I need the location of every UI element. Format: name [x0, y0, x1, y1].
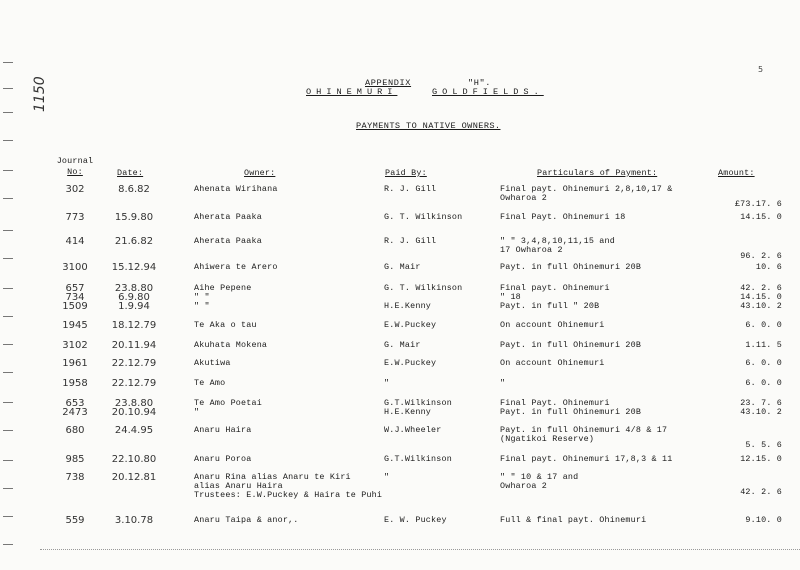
owner-cell: alias Anaru Haira [194, 481, 283, 492]
date-cell: 22.12.79 [111, 378, 157, 389]
owner-cell: Te Amo Poetai [194, 398, 262, 408]
owner-cell: Aherata Paaka [194, 236, 262, 246]
particulars-cell: Final payt. Ohinemuri 2,8,10,17 & [500, 184, 673, 194]
col-amount-header: Amount: [718, 168, 755, 178]
owner-cell: " " [194, 301, 210, 312]
date-cell: 22.12.79 [111, 358, 157, 369]
journal-cell: 657 [65, 283, 85, 294]
amount-cell: 9.10. 0 [745, 515, 782, 525]
paid-by-cell: W.J.Wheeler [384, 425, 442, 435]
date-cell: 1.9.94 [118, 301, 150, 313]
particulars-cell: Owharoa 2 [500, 193, 548, 204]
owner-cell: Anaru Poroa [194, 454, 252, 464]
journal-cell: 302 [65, 184, 85, 195]
amount-cell: 6. 0. 0 [745, 358, 782, 368]
paid-by-cell: H.E.Kenny [384, 301, 432, 312]
journal-cell: 773 [65, 212, 85, 223]
particulars-cell: Payt. in full Ohinemuri 4/8 & 17 [500, 425, 668, 435]
particulars-cell: Payt. in full " 20B [500, 301, 600, 312]
amount-cell: 42. 2. 6 [740, 283, 782, 293]
particulars-cell: Payt. in full Ohinemuri 20B [500, 340, 642, 350]
paid-by-cell: E.W.Puckey [384, 320, 437, 330]
amount-cell: 42. 2. 6 [740, 486, 782, 497]
paid-by-cell: G. Mair [384, 262, 421, 272]
date-cell: 24.4.95 [114, 425, 154, 436]
paid-by-cell: E.W.Puckey [384, 358, 437, 368]
amount-cell: 10. 6 [755, 262, 782, 272]
amount-cell: 43.10. 2 [740, 301, 782, 312]
owner-cell: Te Aka o tau [194, 320, 257, 330]
particulars-cell: On account Ohinemuri [500, 320, 605, 330]
journal-cell: 1509 [62, 301, 88, 313]
page-number: 5 [758, 65, 764, 74]
paid-by-cell: E. W. Puckey [384, 515, 447, 525]
paid-by-cell: R. J. Gill [384, 184, 437, 194]
date-cell: 20.11.94 [111, 340, 157, 351]
paid-by-cell: H.E.Kenny [384, 407, 432, 418]
date-cell: 23.8.80 [114, 398, 154, 409]
owner-cell: Anaru Haira [194, 425, 252, 435]
particulars-cell: Full & final payt. Ohinemuri [500, 515, 647, 525]
owner-cell: Anaru Taipa & anor,. [194, 515, 299, 525]
goldfields-title-word2: GOLDFIELDS. [432, 87, 544, 97]
amount-cell: 23. 7. 6 [740, 398, 782, 408]
date-cell: 15.9.80 [114, 212, 154, 223]
col-journal-line2: No: [67, 167, 83, 177]
particulars-cell: Owharoa 2 [500, 481, 548, 492]
particulars-cell: " 18 [500, 292, 521, 303]
appendix-label: APPENDIX [365, 78, 412, 88]
owner-cell: Te Amo [194, 378, 226, 388]
journal-cell: 985 [65, 454, 85, 465]
col-date-header: Date: [117, 168, 144, 178]
owner-cell: Akuhata Mokena [194, 340, 268, 350]
date-cell: 20.12.81 [111, 472, 157, 483]
date-cell: 6.9.80 [118, 292, 150, 304]
journal-cell: 559 [65, 515, 85, 526]
amount-cell: 96. 2. 6 [740, 250, 782, 261]
amount-cell: 14.15. 0 [740, 212, 782, 222]
particulars-cell: On account Ohinemuri [500, 358, 605, 368]
particulars-cell: " [500, 378, 506, 388]
amount-cell: 6. 0. 0 [745, 378, 782, 388]
owner-cell: Ahiwera te Arero [194, 262, 278, 272]
margin-note: 1150 [32, 76, 48, 112]
particulars-cell: " " 10 & 17 and [500, 472, 579, 482]
col-journal-line1: Journal [56, 156, 94, 166]
particulars-cell: Payt. in full Ohinemuri 20B [500, 262, 642, 272]
journal-cell: 414 [65, 236, 85, 247]
paid-by-cell: G. T. Wilkinson [384, 283, 463, 293]
amount-cell: 14.15. 0 [740, 292, 782, 303]
particulars-cell: Final Payt. Ohinemuri [500, 398, 610, 408]
appendix-letter: "H". [468, 78, 492, 88]
particulars-cell: " " 3,4,8,10,11,15 and [500, 236, 615, 246]
date-cell: 20.10.94 [111, 407, 157, 419]
owner-cell: Trustees: E.W.Puckey & Haira te Puhi [194, 490, 383, 501]
journal-cell: 1961 [62, 358, 88, 369]
owner-cell: " [194, 407, 200, 418]
particulars-cell: (Ngatikoi Reserve) [500, 434, 595, 445]
owner-cell: Anaru Rina alias Anaru te Kiri [194, 472, 351, 482]
journal-cell: 2473 [62, 407, 88, 419]
paid-by-cell: G. Mair [384, 340, 421, 350]
date-cell: 21.6.82 [114, 236, 154, 247]
owner-cell: Ahenata Wirihana [194, 184, 278, 194]
col-owner-header: Owner: [244, 168, 276, 178]
journal-cell: 1945 [62, 320, 88, 331]
journal-cell: 1958 [62, 378, 88, 389]
amount-cell: 43.10. 2 [740, 407, 782, 418]
page-bottom-edge [40, 549, 800, 550]
journal-cell: 734 [65, 292, 85, 304]
particulars-cell: Payt. in full Ohinemuri 20B [500, 407, 642, 418]
date-cell: 22.10.80 [111, 454, 157, 465]
amount-cell: £73.17. 6 [734, 198, 782, 209]
particulars-cell: Final Payt. Ohinemuri 18 [500, 212, 626, 222]
paid-by-cell: " [384, 472, 390, 482]
paid-by-cell: R. J. Gill [384, 236, 437, 246]
amount-cell: 1.11. 5 [745, 340, 782, 350]
particulars-cell: Final payt. Ohinemuri 17,8,3 & 11 [500, 454, 673, 464]
col-journal-header [56, 156, 94, 178]
owner-cell: Aihe Pepene [194, 283, 252, 293]
amount-cell: 6. 0. 0 [745, 320, 782, 330]
journal-cell: 680 [65, 425, 85, 436]
owner-cell: " " [194, 292, 210, 303]
particulars-cell: Final payt. Ohinemuri [500, 283, 610, 293]
amount-cell: 12.15. 0 [740, 454, 782, 464]
particulars-cell: 17 Owharoa 2 [500, 245, 563, 256]
journal-cell: 653 [65, 398, 85, 409]
journal-cell: 738 [65, 472, 85, 483]
owner-cell: Aherata Paaka [194, 212, 262, 222]
goldfields-title-word1: OHINEMURI [306, 87, 398, 97]
date-cell: 18.12.79 [111, 320, 157, 331]
owner-cell: Akutiwa [194, 358, 231, 368]
col-particulars-header: Particulars of Payment: [537, 168, 658, 178]
date-cell: 15.12.94 [111, 262, 157, 273]
page-subtitle: PAYMENTS TO NATIVE OWNERS. [356, 121, 501, 131]
journal-cell: 3100 [62, 262, 88, 273]
date-cell: 23.8.80 [114, 283, 154, 294]
amount-cell: 5. 5. 6 [745, 439, 782, 450]
journal-cell: 3102 [62, 340, 88, 351]
paid-by-cell: " [384, 378, 390, 388]
col-paidby-header: Paid By: [385, 168, 427, 178]
date-cell: 8.6.82 [118, 184, 150, 195]
paid-by-cell: G.T.Wilkinson [384, 454, 452, 464]
paid-by-cell: G.T.Wilkinson [384, 398, 452, 408]
date-cell: 3.10.78 [114, 515, 154, 526]
paid-by-cell: G. T. Wilkinson [384, 212, 463, 222]
